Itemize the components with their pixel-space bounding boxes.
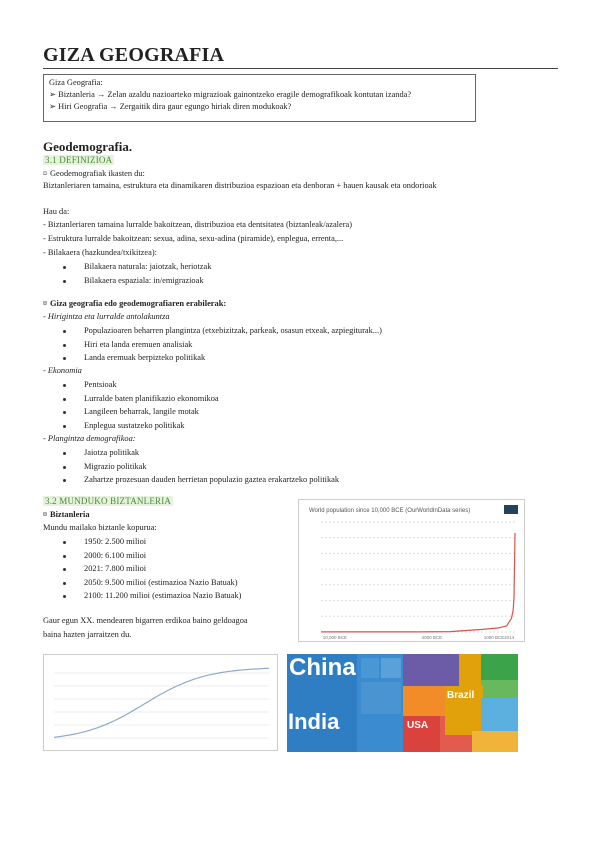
uses-a2: - Ekonomia xyxy=(43,366,82,375)
section-title-definizioa: 3.1 DEFINIZIOA xyxy=(45,155,113,165)
logistic-series-line xyxy=(54,668,269,737)
treemap-africa xyxy=(403,654,459,686)
world-population-svg xyxy=(299,500,524,641)
treemap-africa-2 xyxy=(403,686,445,716)
def-line-2: - Estruktura lurralde bakoitzean: sexua, adina, sexu-adina (piramide), enplegua, errenta,... xyxy=(43,234,344,243)
x-tick-label: 1000 BCE xyxy=(483,635,505,640)
biztanleria-sub: ¤ Biztanleria xyxy=(43,510,90,519)
def-line-1: - Biztanleriaren tamaina lurralde bakoitzean, distribuzioa eta dentsitatea (biztanleak/azalera) xyxy=(43,220,353,229)
treemap-cell xyxy=(381,658,401,678)
section-heading: Geodemografia. xyxy=(43,139,133,154)
title-rule xyxy=(43,68,558,69)
treemap-cell xyxy=(472,731,518,752)
x-tick-label: 10,000 BCE xyxy=(322,635,347,640)
owid-logo xyxy=(504,505,518,514)
definition-intro: ¤ Geodemografiak ikasten du: xyxy=(43,169,145,178)
uses-a3: - Plangintza demografikoa: xyxy=(43,434,136,443)
treemap-cell xyxy=(361,682,401,714)
bullet-icon: ¤ xyxy=(43,510,47,519)
treemap-cell xyxy=(481,698,518,731)
box-label: Giza Geografia: xyxy=(49,78,103,87)
para-1: Gaur egun XX. mendearen bigarren erdikoa baino geldoagoa xyxy=(43,616,248,625)
bullet-icon: ¤ xyxy=(43,299,47,308)
uses-heading: ¤ Giza geografia edo geodemografiaren erabilerak: xyxy=(43,299,227,308)
logistic-chart xyxy=(43,654,278,751)
chart-title: World population since 10,000 BCE (OurWorldInData series) xyxy=(309,508,471,514)
def-line-3: - Bilakaera (hazkundea/txikitzea): xyxy=(43,248,157,257)
x-tick-label: 4000 BCE xyxy=(421,635,443,640)
logistic-svg xyxy=(44,655,277,750)
hau-da: Hau da: xyxy=(43,207,70,216)
definition-desc: Biztanleriaren tamaina, estruktura eta dinamikaren distribuzioa espazioan eta denboran + hauen kausak eta ondorioak xyxy=(43,181,437,190)
page-title: GIZA GEOGRAFIA xyxy=(43,44,225,66)
population-series-line xyxy=(321,533,515,632)
treemap-india: India xyxy=(287,703,358,752)
treemap-cell xyxy=(459,654,481,686)
treemap-usa: USA xyxy=(403,716,444,752)
section-title-munduko: 3.2 MUNDUKO BIZTANLERIA xyxy=(45,496,172,506)
population-treemap xyxy=(287,654,518,752)
summary-box xyxy=(43,74,476,122)
box-line-2: ➢ Hiri Geografia → Zergaitik dira gaur egungo hiriak diren modukoak? xyxy=(49,102,292,111)
para-2: baina hazten jarraitzen du. xyxy=(43,630,132,639)
treemap-brazil: Brazil xyxy=(445,686,483,735)
treemap-cell xyxy=(361,658,379,678)
box-line-1: ➢ Biztanleria → Zelan azaldu nazioarteko migrazioak gainontzeko eragile demografikoak kontutan izanda? xyxy=(49,90,412,99)
treemap-cell xyxy=(481,680,518,698)
treemap-europe xyxy=(481,654,518,680)
bullet-icon: ¤ xyxy=(43,169,47,178)
uses-a1: - Hirigintza eta lurralde antolakuntza xyxy=(43,312,170,321)
treemap-china: China xyxy=(287,654,359,703)
world-population-chart xyxy=(298,499,525,642)
x-tick-label: 2014 xyxy=(504,635,515,640)
mundu-intro: Mundu mailako biztanle kopurua: xyxy=(43,523,157,532)
